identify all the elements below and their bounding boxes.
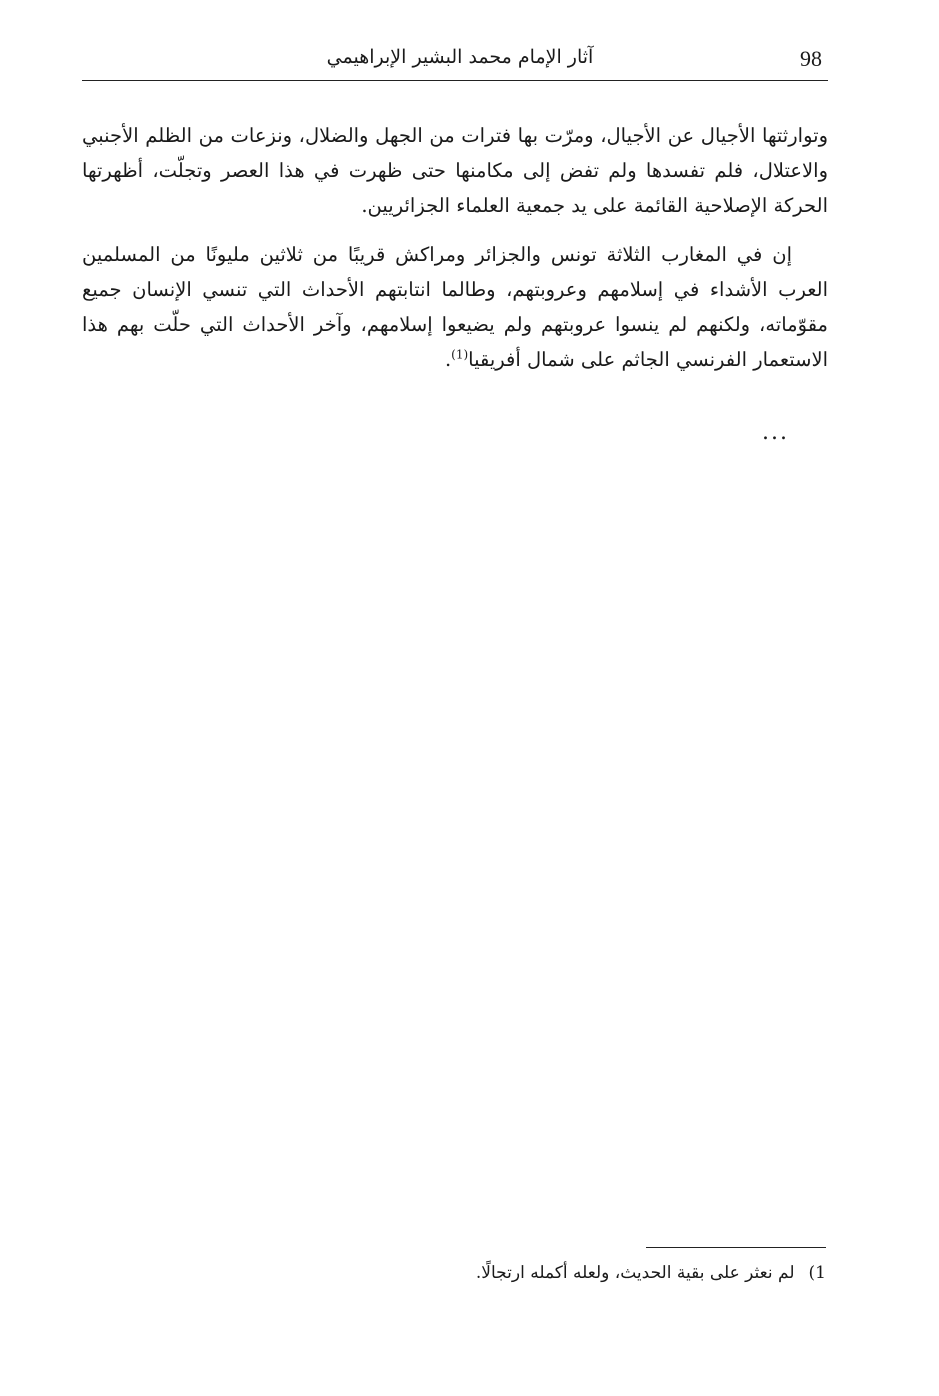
paragraph-1: وتوارثتها الأجيال عن الأجيال، ومرّت بها فترات من الجهل والضلال، ونزعات من الظلم الأجنبي والاعتلال، فلم تفسدها ولم تفض إلى مكامنها حتى ظهرت في هذا العصر وتجلّت، أظهرتها الحركة الإصلاحية القائمة على يد جمعية العلماء الجزائريين.: [82, 124, 828, 217]
footnote-reference[interactable]: (1): [451, 347, 469, 362]
body-text: [82, 118, 828, 391]
footnote: [300, 1258, 826, 1288]
paragraph-2-text: إن في المغارب الثلاثة تونس والجزائر ومراكش قريبًا من ثلاثين مليونًا من المسلمين العرب الأشداء في إسلامهم وعروبتهم، وطالما انتابتهم الأحداث التي تنسي الإنسان جميع مقوّماته، ولكنهم لم ينسوا عروبتهم ولم يضيعوا إسلامهم، وآخر الأحداث التي حلّت بهم هذا الاستعمار الفرنسي الجاثم على شمال أفريقيا: [82, 243, 828, 371]
footnote-rule: [646, 1247, 826, 1248]
footnote-text: لم نعثر على بقية الحديث، ولعله أكمله ارتجالًا.: [475, 1263, 795, 1283]
page-number: 98: [800, 46, 822, 71]
paragraph-2-period: .: [444, 348, 452, 371]
running-title: آثار الإمام محمد البشير الإبراهيمي: [326, 46, 594, 68]
paragraph-2: [82, 237, 828, 377]
ellipsis-mark: ...: [762, 420, 789, 445]
footnote-number: 1): [808, 1263, 826, 1283]
header-rule: [82, 80, 828, 81]
